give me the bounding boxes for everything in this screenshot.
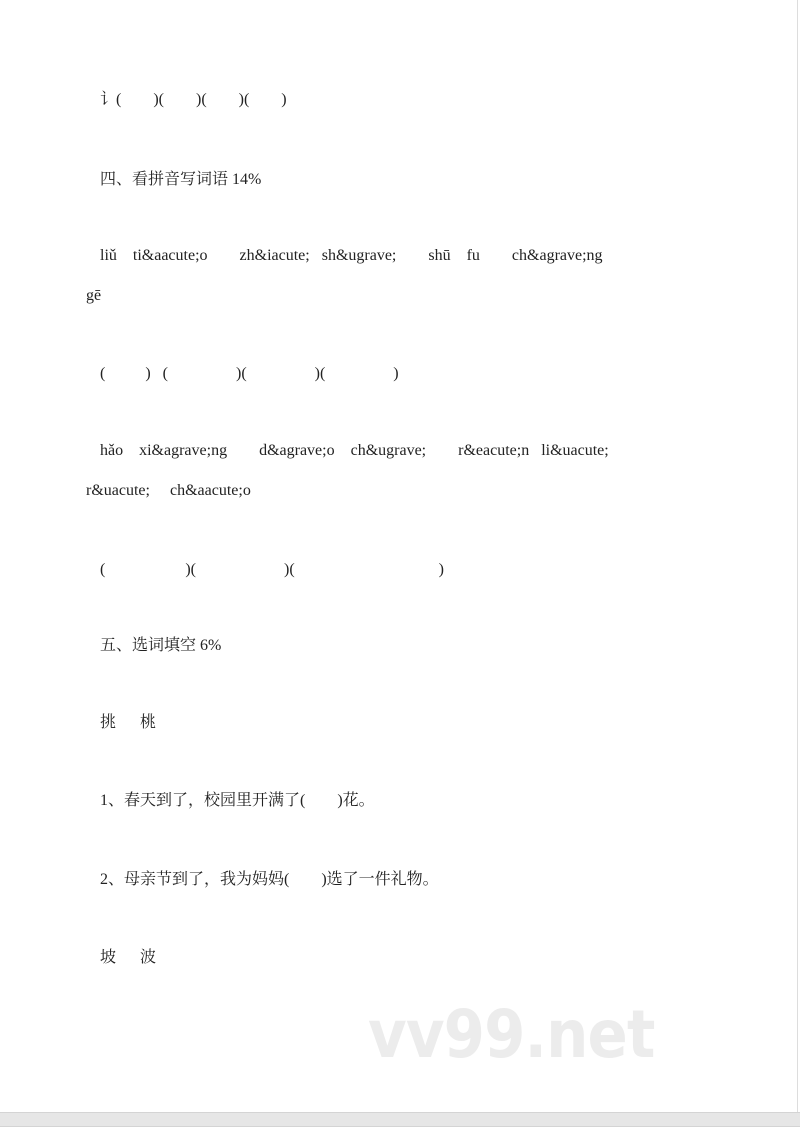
pinyin-line-2-wrap: r&uacute; ch&aacute;o	[86, 482, 251, 499]
pinyin-line-2: hǎo xi&agrave;ng d&agrave;o ch&ugrave; r&eacute;n li&uacute;	[100, 442, 609, 459]
pinyin-line-1: liǔ ti&aacute;o zh&iacute; sh&ugrave; shū fu ch&agrave;ng	[100, 247, 603, 264]
section-five-heading: 五、选词填空 6%	[100, 637, 222, 654]
word-choice-1: 挑 桃	[100, 714, 157, 731]
answer-blanks-2: ( )( )( )	[100, 561, 444, 578]
pinyin-line-1-wrap: gē	[86, 287, 102, 304]
word-choice-2: 坡 波	[100, 949, 157, 966]
radical-blanks-line: 讠( )( )( )( )	[100, 91, 287, 108]
page-separator	[0, 1112, 800, 1127]
sentence-1: 1、春天到了，校园里开满了( )花。	[100, 792, 375, 809]
watermark: vv99.net	[368, 996, 655, 1073]
sentence-2: 2、母亲节到了，我为妈妈( )选了一件礼物。	[100, 871, 439, 888]
section-four-heading: 四、看拼音写词语 14%	[100, 171, 262, 188]
answer-blanks-1: ( ) ( )( )( )	[100, 365, 399, 382]
